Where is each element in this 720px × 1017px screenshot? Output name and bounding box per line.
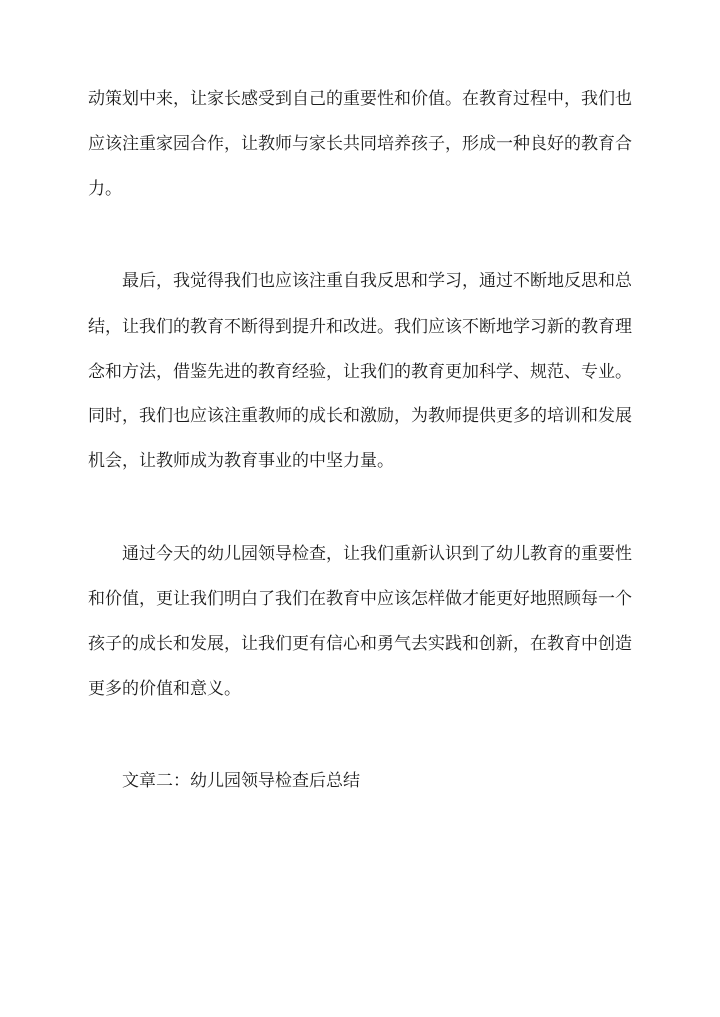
paragraph-2-line-1: 最后，我觉得我们也应该注重自我反思和学习，通过不断地反思和总 (122, 271, 632, 291)
paragraph-1-line-3: 力。 (88, 179, 122, 199)
paragraph-3-line-2: 和价值，更让我们明白了我们在教育中应该怎样做才能更好地照顾每一个 (88, 589, 632, 609)
paragraph-1-line-1: 动策划中来，让家长感受到自己的重要性和价值。在教育过程中，我们也 (88, 89, 632, 109)
paragraph-3-line-4: 更多的价值和意义。 (88, 679, 241, 699)
section-heading: 文章二：幼儿园领导检查后总结 (122, 771, 360, 791)
paragraph-2-line-5: 机会，让教师成为教育事业的中坚力量。 (88, 451, 394, 471)
paragraph-1-line-2: 应该注重家园合作，让教师与家长共同培养孩子，形成一种良好的教育合 (88, 134, 632, 154)
paragraph-3-line-1: 通过今天的幼儿园领导检查，让我们重新认识到了幼儿教育的重要性 (122, 544, 632, 564)
paragraph-3-line-3: 孩子的成长和发展，让我们更有信心和勇气去实践和创新，在教育中创造 (88, 634, 632, 654)
paragraph-2-line-2: 结，让我们的教育不断得到提升和改进。我们应该不断地学习新的教育理 (88, 317, 632, 337)
paragraph-2-line-4: 同时，我们也应该注重教师的成长和激励，为教师提供更多的培训和发展 (88, 406, 632, 426)
paragraph-2-line-3: 念和方法，借鉴先进的教育经验，让我们的教育更加科学、规范、专业。 (88, 362, 632, 382)
